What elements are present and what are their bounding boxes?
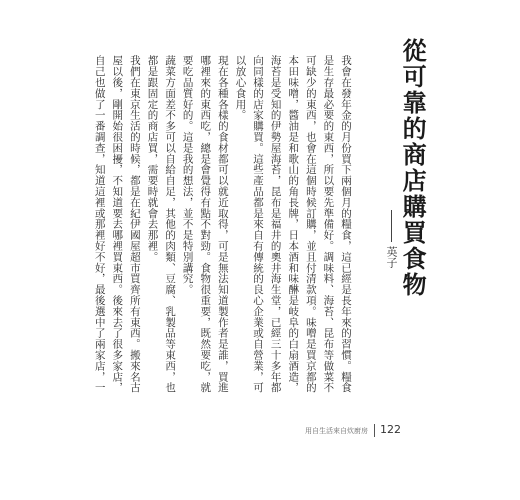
article-body (90, 55, 354, 400)
article-title: 從可靠的商店購買食物 (398, 38, 428, 298)
article-author: 英子 (385, 246, 398, 268)
footer-divider (374, 424, 375, 437)
author-rule (391, 210, 392, 242)
body-paragraph: 我會在發年金的月份買下兩個月的糧食，這已經是長年來的習慣。糧食是生存最必要的東西，所以要先準備好。調味料、海苔、昆布等做菜不可缺少的東西，也會在這個時候訂購，並且付清款項。味噌是買京都的本田味噌，醬油是和歌山的角長牌，日本酒和味醂是岐阜的白扇酒造，海苔是受知的伊勢屋海苔，昆布是福井的奧井海生堂，已經三十多年都向同樣的店家購買。這些產品都是來自有傳統的良心企業或自營業，可以放心食用。 (234, 55, 352, 393)
running-footer-title: 用自生活來自炊廚房 (305, 427, 368, 435)
body-paragraph: 現在各種各樣的食材都可以就近取得，可是無法知道製作者是誰，買進哪裡來的東西吃，總是會覺得有點不對勁。食物很重要，既然要吃，就要吃品質好的。這是我的想法，並不是特別講究。 (181, 55, 229, 393)
body-paragraph: 蔬菜方面差不多可以自給自足，其他的肉類、豆腐、乳製品等東西，也都是跟固定的商店買，需要時就會去那裡。 (146, 55, 177, 393)
page-number: 122 (380, 423, 401, 436)
body-paragraph: 我們在東京生活的時候，都是在紀伊國屋超市買齊所有東西。搬來名古屋以後，剛開始很困擾，不知道要去哪裡買東西。後來去了很多家店，自己也做了一番調查，知道這裡或那裡好不好，最後選中了兩家店，一 (93, 55, 141, 393)
